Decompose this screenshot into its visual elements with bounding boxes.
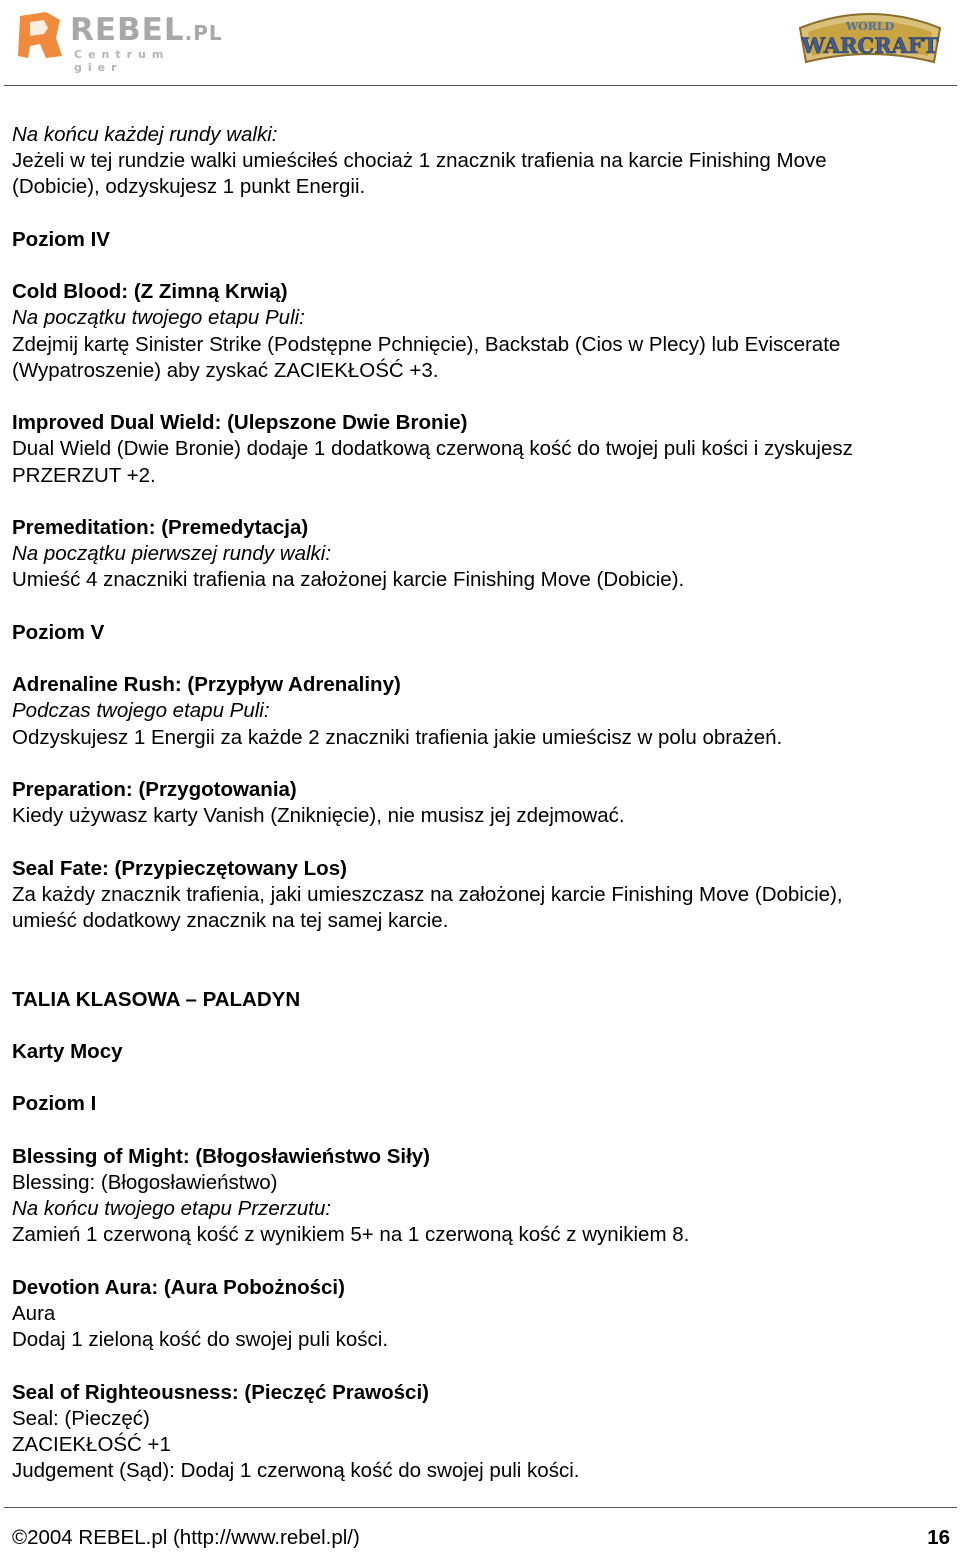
body-text: ZACIEKŁOŚĆ +1 [12, 1432, 171, 1456]
trigger-text: Na końcu każdej rundy walki: [12, 123, 278, 146]
section-heading: Premeditation: (Premedytacja) [12, 515, 309, 539]
body-text: Kiedy używasz karty Vanish (Zniknięcie), nie musisz jej zdejmować. [12, 804, 625, 828]
body-text: Seal: (Pieczęć) [12, 1406, 150, 1430]
body-text: PRZERZUT +2. [12, 463, 156, 487]
body-text: Judgement (Sąd): Dodaj 1 czerwoną kość do swojej puli kości. [12, 1459, 580, 1483]
body-text: Zdejmij kartę Sinister Strike (Podstępne Pchnięcie), Backstab (Cios w Plecy) lub Eviscerate [12, 332, 841, 356]
rebel-wordmark: REBEL.PL [70, 12, 223, 48]
body-text: Aura [12, 1301, 56, 1325]
page-header [0, 0, 960, 86]
body-text: (Dobicie), odzyskujesz 1 punkt Energii. [12, 175, 366, 199]
section-heading: TALIA KLASOWA – PALADYN [12, 987, 301, 1011]
world-of-warcraft-logo [794, 6, 946, 72]
section-heading: Poziom V [12, 620, 105, 644]
body-text: Jeżeli w tej rundzie walki umieściłeś chociaż 1 znacznik trafienia na karcie Finishing Move [12, 149, 827, 173]
body-text: Zamień 1 czerwoną kość z wynikiem 5+ na 1 czerwoną kość z wynikiem 8. [12, 1223, 690, 1247]
paragraph-spacer [12, 1353, 957, 1379]
wow-logo-world: WORLD [845, 20, 895, 33]
header-divider [4, 85, 957, 86]
trigger-text: Na końcu twojego etapu Przerzutu: [12, 1197, 332, 1221]
paragraph-spacer [12, 934, 957, 986]
paragraph-spacer [12, 489, 957, 515]
body-text: umieść dodatkowy znacznik na tej samej karcie. [12, 908, 449, 932]
body-text: Dual Wield (Dwie Bronie) dodaje 1 dodatkową czerwoną kość do twojej puli kości i zyskujesz [12, 437, 853, 461]
body-text: Odzyskujesz 1 Energii za każde 2 znaczniki trafienia jakie umieścisz w polu obrażeń. [12, 725, 783, 749]
trigger-text: Podczas twojego etapu Puli: [12, 699, 270, 723]
paragraph-spacer [12, 751, 957, 777]
body-text: Blessing: (Błogosławieństwo) [12, 1170, 278, 1194]
paragraph-spacer [12, 1013, 957, 1039]
trigger-text: Na początku twojego etapu Puli: [12, 306, 305, 330]
footer-copyright: ©2004 REBEL.pl (http://www.rebel.pl/) [12, 1526, 360, 1549]
paragraph-spacer [12, 1249, 957, 1275]
body-text: Za każdy znacznik trafienia, jaki umieszczasz na założonej karcie Finishing Move (Dobicie), [12, 882, 843, 906]
paragraph-spacer [12, 384, 957, 410]
paragraph-spacer [12, 253, 957, 279]
section-heading: Devotion Aura: (Aura Pobożności) [12, 1275, 345, 1299]
page-number: 16 [927, 1526, 950, 1549]
rebel-logo [14, 8, 223, 74]
section-heading: Blessing of Might: (Błogosławieństwo Siły) [12, 1144, 430, 1168]
paragraph-spacer [12, 1065, 957, 1091]
section-heading: Preparation: (Przygotowania) [12, 777, 297, 801]
paragraph-spacer [12, 829, 957, 855]
body-text: (Wypatroszenie) aby zyskać ZACIEKŁOŚĆ +3. [12, 358, 439, 382]
section-heading: Poziom IV [12, 227, 110, 251]
paragraph-spacer [12, 646, 957, 672]
section-heading: Adrenaline Rush: (Przypływ Adrenaliny) [12, 673, 401, 697]
footer-divider [4, 1507, 957, 1508]
section-heading: Improved Dual Wield: (Ulepszone Dwie Bronie) [12, 411, 468, 435]
document-body [12, 122, 957, 1484]
paragraph-spacer [12, 594, 957, 620]
rebel-mark-icon [16, 10, 64, 60]
body-text: Dodaj 1 zieloną kość do swojej puli kości. [12, 1328, 389, 1352]
wow-logo-warcraft: WARCRAFT [801, 33, 939, 58]
paragraph-spacer [12, 1118, 957, 1144]
paragraph-spacer [12, 201, 957, 227]
body-text: Umieść 4 znaczniki trafienia na założonej karcie Finishing Move (Dobicie). [12, 568, 685, 592]
trigger-text: Na początku pierwszej rundy walki: [12, 542, 332, 566]
section-heading: Poziom I [12, 1092, 97, 1116]
rebel-tagline: Centrum gier [74, 48, 170, 74]
section-heading: Seal of Righteousness: (Pieczęć Prawości) [12, 1380, 429, 1404]
section-heading: Karty Mocy [12, 1039, 123, 1063]
section-heading: Cold Blood: (Z Zimną Krwią) [12, 280, 288, 304]
section-heading: Seal Fate: (Przypieczętowany Los) [12, 856, 347, 880]
